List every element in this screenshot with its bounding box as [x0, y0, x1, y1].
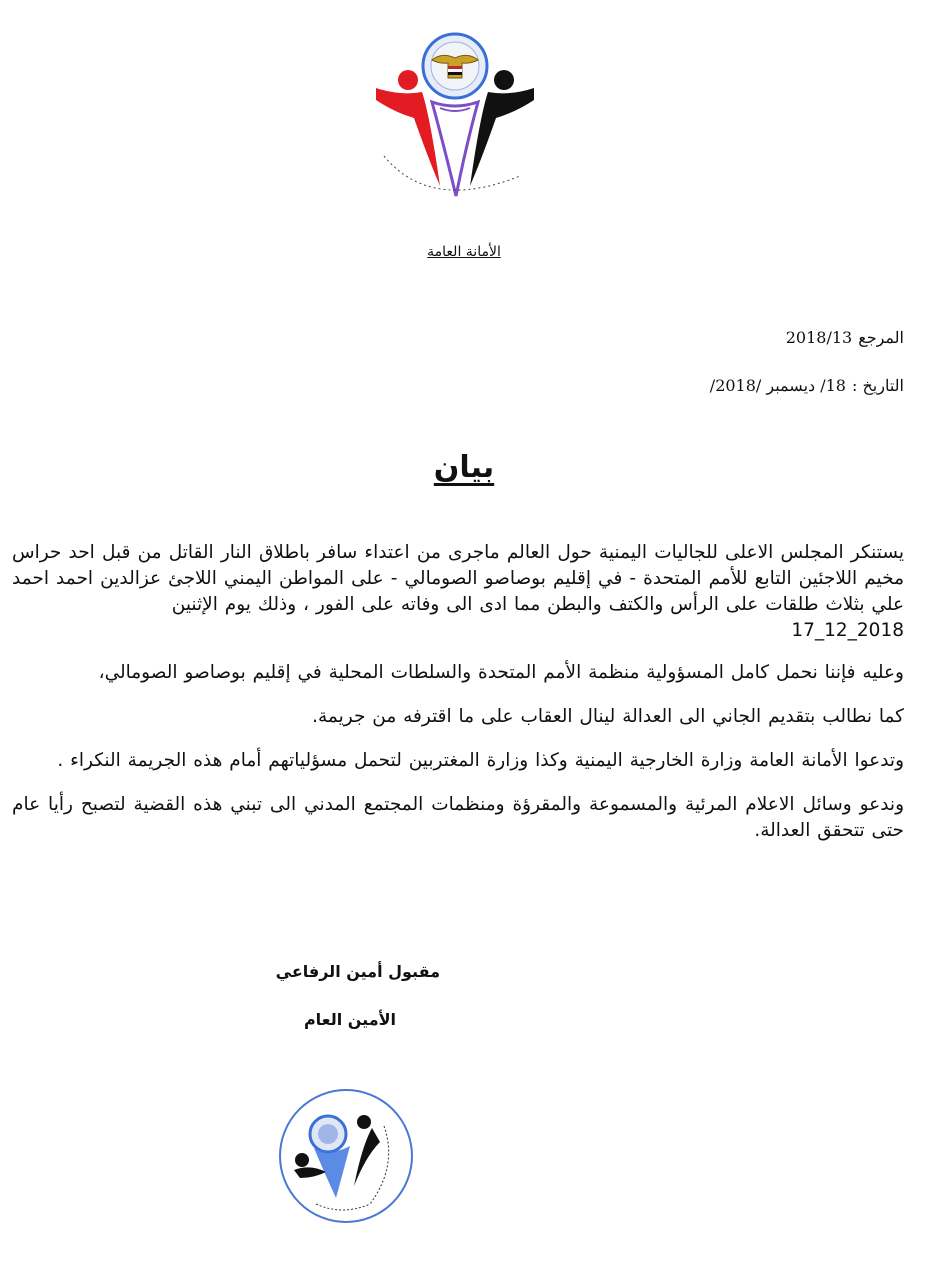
reference-label: المرجع [858, 328, 904, 347]
date-value: 18/ ديسمبر /2018/ [709, 376, 846, 395]
date-label: التاريخ : [851, 376, 904, 395]
statement-body [12, 540, 904, 862]
paragraph-1 [12, 540, 904, 644]
paragraph-1-text: يستنكر المجلس الاعلى للجاليات اليمنية حول العالم ماجرى من اعتداء سافر باطلاق النار القاتل من قبل احد حراس مخيم اللاجئين التابع للأمم المتحدة - في إقليم بوصاصو الصومالي - على المواطن اليمني اللاجئ عزالدين احمد احمد علي بثلاث طلقات على الرأس والكتف والبطن مما ادى الى وفاته على الفور ، وذلك يوم الإثنين [12, 542, 904, 615]
paragraph-2: وعليه فإننا نحمل كامل المسؤولية منظمة الأمم المتحدة والسلطات المحلية في إقليم بوصاصو الصومالي، [98, 662, 904, 683]
secretariat-heading: الأمانة العامة [427, 244, 501, 260]
date-line [710, 376, 904, 395]
paragraph-3: كما نطالب بتقديم الجاني الى العدالة لينال العقاب على ما اقترفه من جريمة. [312, 706, 904, 727]
council-logo-header [370, 26, 540, 216]
council-seal-footer [276, 1086, 416, 1226]
statement-title: بيان [433, 450, 495, 485]
signatory-title: الأمين العام [303, 1010, 396, 1029]
paragraph-5: وندعو وسائل الاعلام المرئية والمسموعة والمقرؤة ومنظمات المجتمع المدني الى تبني هذه القضية لتصبح رأيا عام حتى تتحقق العدالة. [12, 794, 904, 841]
paragraph-4: وتدعوا الأمانة العامة وزارة الخارجية اليمنية وكذا وزارة المغتربين لتحمل مسؤلياتهم أمام هذه الجريمة النكراء . [57, 750, 904, 771]
incident-date: 2018_12_17 [791, 620, 904, 641]
signatory-name: مقبول أمين الرفاعي [275, 962, 440, 981]
reference-value: 2018/13 [785, 328, 853, 347]
reference-line [786, 328, 904, 347]
